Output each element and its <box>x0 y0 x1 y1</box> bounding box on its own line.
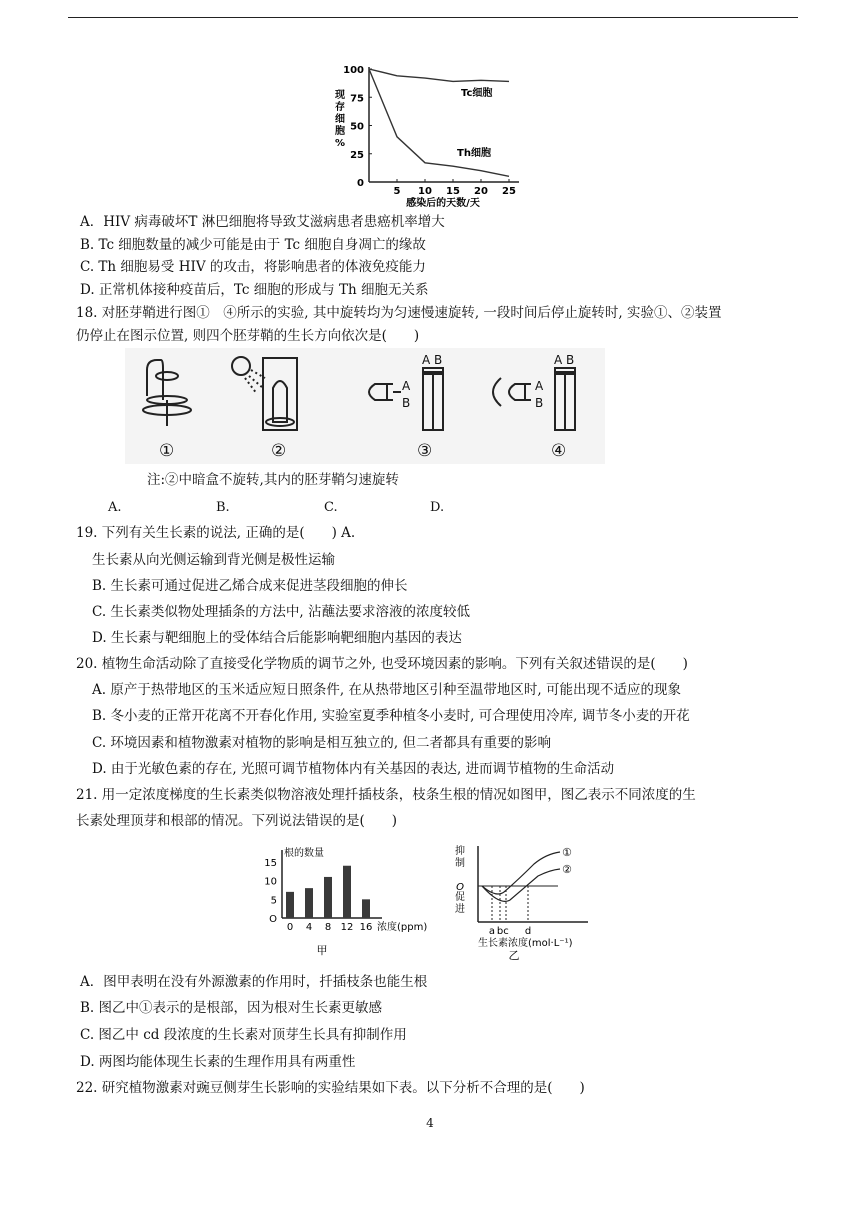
y-axis-label-char: 胞 <box>335 126 345 137</box>
y-tick-label: 25 <box>350 149 364 161</box>
curve-label-1: ① <box>562 846 572 859</box>
y-axis-label-char: 现 <box>335 90 345 101</box>
series-label-tc: Tc细胞 <box>461 88 493 99</box>
x-tick-label: 0 <box>286 922 294 933</box>
y-tick-label: 15 <box>264 858 277 869</box>
q17-option-b: B. Tc 细胞数量的减少可能是由于 Tc 细胞自身凋亡的缘故 <box>80 237 426 253</box>
q20-stem: 20. 植物生命活动除了直接受化学物质的调节之外, 也受环境因素的影响。下列有关叙述错误的是( ) <box>76 656 688 672</box>
x-tick-label: 12 <box>340 922 354 933</box>
curve-1 <box>482 852 560 894</box>
bar-0 <box>286 892 294 918</box>
bar-12 <box>343 866 351 918</box>
q17-option-c: C. Th 细胞易受 HIV 的攻击，将影响患者的体液免疫能力 <box>80 259 426 275</box>
page-number: 4 <box>426 1116 434 1130</box>
root-count-bar-chart <box>262 842 440 962</box>
q19-option-d: D. 生长素与靶细胞上的受体结合后能影响靶细胞内基因的表达 <box>92 630 462 646</box>
series-label-th: Th细胞 <box>457 148 491 159</box>
exp4-block-a: A <box>554 353 563 367</box>
exp3-label-b: B <box>402 396 411 410</box>
q20-option-b: B. 冬小麦的正常开花离不开春化作用, 实验室夏季种植冬小麦时, 可合理使用冷库, 调节冬小麦的开花 <box>92 708 690 724</box>
q19-stem: 19. 下列有关生长素的说法, 正确的是( ) A. <box>76 525 356 541</box>
y-axis-label-char: 存 <box>335 102 345 113</box>
q19-option-a: 生长素从向光侧运输到背光侧是极性运输 <box>92 552 335 568</box>
y-tick-label: 10 <box>264 876 277 888</box>
q18-option-d: D. <box>430 500 445 515</box>
auxin-concentration-curve <box>448 842 598 962</box>
x-axis-label: 感染后的天数/天 <box>406 198 480 208</box>
coleoptile-experiment-figure <box>125 348 605 464</box>
y-label-inhibit: 抑 <box>455 846 465 857</box>
y-axis-label-char: % <box>334 138 346 149</box>
x-axis-label: 浓度(ppm) <box>377 922 428 933</box>
y-tick-label: 50 <box>350 121 364 133</box>
exp4-block-b: B <box>566 353 575 367</box>
q17-option-a: A．HIV 病毒破坏T 淋巴细胞将导致艾滋病患者患癌机率增大 <box>80 214 445 230</box>
x-mark-c: c <box>503 926 509 937</box>
q21-stem-line2: 长素处理顶芽和根部的情况。下列说法错误的是( ) <box>76 813 398 829</box>
x-tick-label: 25 <box>502 186 516 197</box>
y-axis-label: 根的数量 <box>284 848 324 859</box>
x-mark-a: a <box>488 926 496 937</box>
q22-stem: 22. 研究植物激素对豌豆侧芽生长影响的实验结果如下表。以下分析不合理的是( ) <box>76 1080 585 1096</box>
x-tick-label: 8 <box>324 922 332 933</box>
q18-option-c: C. <box>324 500 338 515</box>
q21-stem-line1: 21. 用一定浓度梯度的生长素类似物溶液处理扦插枝条，枝条生根的情况如图甲，图乙表示不同浓度的生 <box>76 787 696 803</box>
y-tick-label: 100 <box>343 65 364 76</box>
y-label-inhibit: 制 <box>455 858 465 869</box>
x-tick-label: 4 <box>305 922 313 933</box>
q21-option-c: C. 图乙中 cd 段浓度的生长素对顶芽生长具有抑制作用 <box>80 1027 407 1043</box>
y-tick-label: 0 <box>357 178 364 189</box>
q18-option-b: B. <box>216 500 230 515</box>
q20-option-d: D. 由于光敏色素的存在, 光照可调节植物体内有关基因的表达, 进而调节植物的生命活动 <box>92 761 615 777</box>
x-tick-label: 20 <box>474 186 488 197</box>
chart-caption-yi: 乙 <box>508 949 520 962</box>
y-axis-label-char: 细 <box>335 114 345 125</box>
y-label-promote: 促 <box>455 892 465 903</box>
fig-label-3: ③ <box>417 441 433 461</box>
x-tick-label: 5 <box>393 186 401 197</box>
q19-option-b: B. 生长素可通过促进乙烯合成来促进茎段细胞的伸长 <box>92 578 408 594</box>
chart-caption-jia: 甲 <box>316 944 328 957</box>
q21-option-b: B. 图乙中①表示的是根部，因为根对生长素更敏感 <box>80 1000 383 1016</box>
q18-stem-line1: 18. 对胚芽鞘进行图① ④所示的实验, 其中旋转均为匀速慢速旋转, 一段时间后停止旋转时, 实验①、②装置 <box>76 305 722 321</box>
exp3-label-a: A <box>402 379 411 393</box>
x-axis-label: 生长素浓度(mol·L⁻¹) <box>478 938 573 949</box>
q21-option-a: A．图甲表明在没有外源激素的作用时，扦插枝条也能生根 <box>80 974 428 990</box>
fig-label-4: ④ <box>551 441 567 461</box>
exp4-label-b: B <box>535 396 544 410</box>
x-mark-b: b <box>496 926 504 937</box>
curve-2 <box>482 869 560 901</box>
y-tick-label: O <box>269 914 277 925</box>
q17-option-d: D. 正常机体接种疫苗后，Tc 细胞的形成与 Th 细胞无关系 <box>80 282 429 298</box>
y-tick-label: 5 <box>270 895 277 907</box>
fig-label-2: ② <box>271 441 287 461</box>
x-tick-label: 15 <box>446 186 460 197</box>
fig-label-1: ① <box>159 441 175 461</box>
q19-option-c: C. 生长素类似物处理插条的方法中, 沾蘸法要求溶液的浓度较低 <box>92 604 471 620</box>
exp3-block-a: A <box>422 353 431 367</box>
q20-option-c: C. 环境因素和植物激素对植物的影响是相互独立的, 但二者都具有重要的影响 <box>92 735 552 751</box>
q18-option-a: A. <box>108 500 122 515</box>
exp3-block-b: B <box>434 353 443 367</box>
curve-label-2: ② <box>562 863 572 876</box>
series-line-th <box>369 69 509 176</box>
series-line-tc <box>369 69 509 81</box>
x-tick-label: 16 <box>359 922 373 933</box>
bar-16 <box>362 899 370 918</box>
header-rule <box>68 17 798 18</box>
q18-figure-note: 注:②中暗盒不旋转,其内的胚芽鞘匀速旋转 <box>147 472 399 488</box>
y-tick-label: 75 <box>350 93 364 105</box>
exp4-label-a: A <box>535 379 544 393</box>
q21-option-d: D. 两图均能体现生长素的生理作用具有两重性 <box>80 1054 356 1070</box>
x-tick-label: 10 <box>418 186 432 197</box>
q20-option-a: A. 原产于热带地区的玉米适应短日照条件, 在从热带地区引种至温带地区时, 可能出现不适应的现象 <box>92 682 681 698</box>
bar-8 <box>324 877 332 918</box>
cell-count-line-chart <box>320 58 540 208</box>
y-label-promote: 进 <box>455 904 465 915</box>
bar-4 <box>305 888 313 918</box>
q18-stem-line2: 仍停止在图示位置, 则四个胚芽鞘的生长方向依次是( ) <box>76 328 420 344</box>
x-mark-d: d <box>524 926 532 937</box>
y-label-origin: O <box>456 882 464 893</box>
